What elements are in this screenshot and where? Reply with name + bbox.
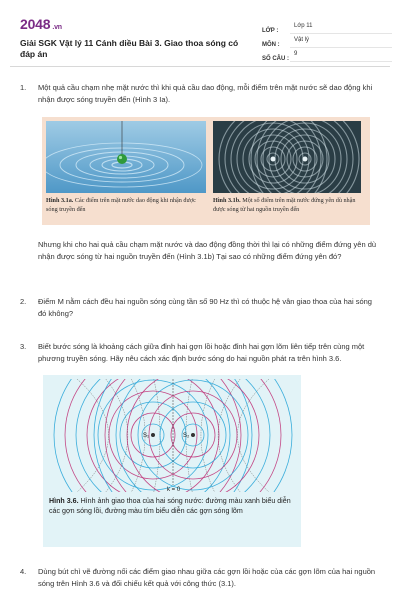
question-2: 2. Điểm M nằm cách đều hai nguồn sóng cùng tần số 90 Hz thì có thuộc hệ vân giao thoa của hai sóng đó không? bbox=[20, 297, 372, 318]
k-zero-label: k = 0 bbox=[167, 487, 181, 492]
figure-3-1 bbox=[42, 117, 370, 225]
header-divider bbox=[10, 66, 390, 67]
question-1: 1. Một quả cầu chạm nhẹ mặt nước thì khi quả cầu dao động, mỗi điểm trên mặt nước sẽ dao động khi nhận được sóng truyền đến (Hình 3 Ia). bbox=[20, 83, 373, 104]
meta-class: LỚP : Lớp 11 bbox=[262, 20, 392, 34]
question-1-followup: Nhưng khi cho hai quả cầu chạm mặt nước và dao động đồng thời thì lại có những điểm đứng yên dù nhận được sóng từ hai nguồn truyền đến (Hình 3.1b) Tại sao có những điểm đứng yên đó? bbox=[38, 240, 377, 261]
source-2-label: S₂ bbox=[183, 433, 190, 439]
figure-3-1b-image bbox=[213, 121, 361, 193]
document-title: Giải SGK Vật lý 11 Cánh diều Bài 3. Giao thoa sóng có đáp án bbox=[20, 38, 239, 59]
document-header bbox=[10, 8, 390, 66]
question-4: 4. Dùng bút chì vẽ đường nối các điểm giao nhau giữa các gợn lồi hoặc của các gợn lõm của hai nguồn sóng trên Hình 3.6 và đối chiếu kết quả với công thức (3.1). bbox=[20, 567, 376, 588]
document-meta bbox=[262, 20, 392, 62]
figure-3-1b-caption: Hình 3.1b. Một số điểm trên mặt nước đứng yên dù nhận được sóng từ hai nguồn truyền đến bbox=[213, 197, 356, 213]
interference-diagram bbox=[47, 379, 297, 492]
source-1-dot bbox=[151, 433, 155, 437]
figure-3-6-caption: Hình 3.6. Hình ảnh giao thoa của hai sóng nước: đường màu xanh biểu diễn các gợn sóng lồi, đường màu tím biểu diễn các gợn sóng lõm bbox=[49, 497, 291, 515]
meta-question-count: SỐ CÂU : 9 bbox=[262, 48, 392, 62]
meta-subject: MÔN : Vật lý bbox=[262, 34, 392, 48]
figure-3-1a-image bbox=[46, 121, 206, 193]
site-logo[interactable]: 2048 .vn bbox=[20, 16, 62, 32]
source-2-dot bbox=[191, 433, 195, 437]
question-3: 3. Biết bước sóng là khoảng cách giữa đỉnh hai gợn lồi hoặc đỉnh hai gợn lõm liên tiếp trên cùng một phương truyền sóng. Hãy nêu cách xác định bước sóng do hai nguồn phát ra trên hình 3.6. bbox=[20, 342, 365, 363]
figure-3-1a-caption: Hình 3.1a. Các điểm trên mặt nước dao động khi nhận được sóng truyền đến bbox=[46, 197, 196, 213]
source-1-label: S₁ bbox=[143, 433, 150, 439]
figure-3-6 bbox=[43, 375, 301, 547]
